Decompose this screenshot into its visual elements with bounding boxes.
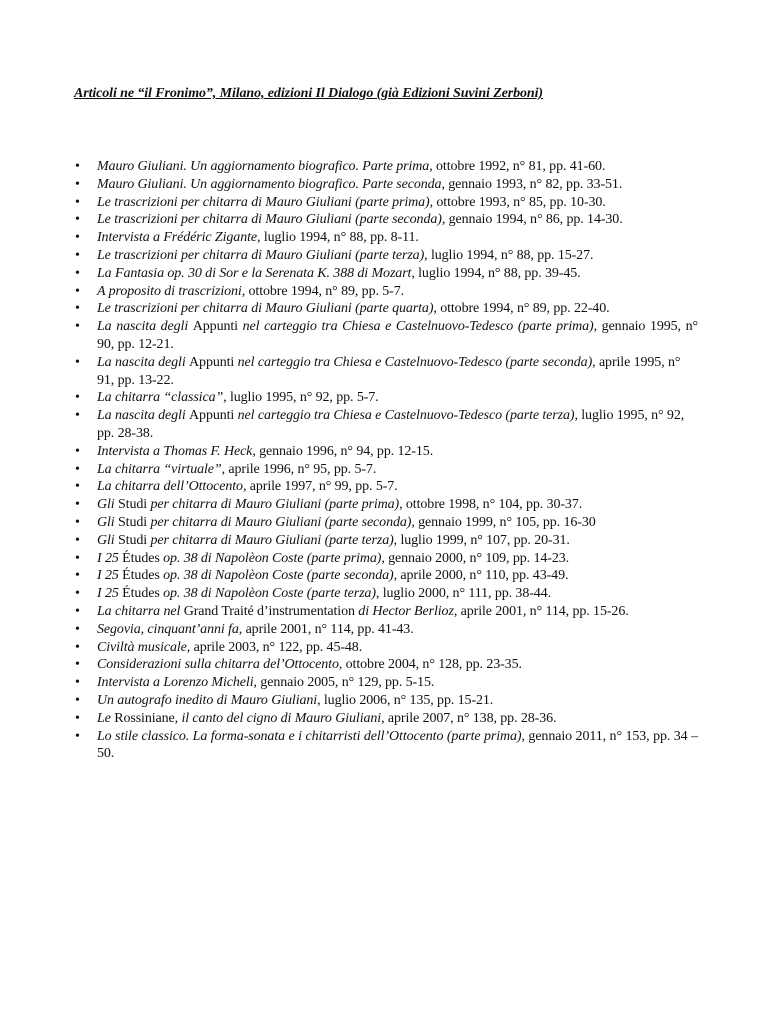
entry-title-text: Le trascrizioni per chitarra di Mauro Giuliani (parte quarta) bbox=[97, 301, 434, 317]
bullet-icon: • bbox=[75, 194, 80, 210]
entry-title-text: Gli bbox=[97, 532, 118, 548]
entry-text: , aprile 1995, n° 91, pp. 13-22. bbox=[97, 354, 681, 388]
entry-title-text: Gli bbox=[97, 514, 118, 530]
entry-title-text: Mauro Giuliani. Un aggiornamento biografico. Parte seconda bbox=[97, 176, 442, 192]
bullet-icon: • bbox=[75, 176, 80, 192]
entry-title-text: La Fantasia op. 30 di Sor e la Serenata K. 388 di Mozart bbox=[97, 265, 412, 281]
entry-text: , aprile 1996, n° 95, pp. 5-7. bbox=[221, 461, 377, 477]
bullet-icon: • bbox=[75, 159, 80, 174]
bibliography-entry bbox=[74, 603, 698, 621]
bibliography-entry bbox=[74, 318, 698, 354]
entry-title-text: Considerazioni sulla chitarra del’Ottocento bbox=[97, 657, 339, 673]
entry-text: , gennaio 1995, n° 90, pp. 12-21. bbox=[97, 319, 698, 352]
entry-title-text: Intervista a Thomas F. Heck bbox=[97, 443, 253, 459]
bibliography-entry bbox=[74, 461, 698, 479]
entry-text: Rossiniane bbox=[114, 710, 175, 726]
entry-title-text: La chitarra “classica” bbox=[97, 390, 224, 406]
entry-title-text: Lo stile classico. La forma-sonata e i chitarristi dell’Ottocento (parte prima) bbox=[97, 728, 522, 744]
entry-title-text: di Hector Berlioz bbox=[354, 603, 454, 619]
entry-text: , luglio 1995, n° 92, pp. 5-7. bbox=[223, 390, 379, 406]
bullet-icon: • bbox=[75, 497, 80, 513]
entry-title-text: I 25 bbox=[97, 586, 123, 602]
bibliography-entry bbox=[74, 621, 698, 639]
bullet-icon: • bbox=[75, 728, 80, 744]
entry-text: , luglio 1994, n° 88, pp. 15-27. bbox=[424, 247, 594, 263]
entry-text: , luglio 1994, n° 88, pp. 8-11. bbox=[257, 230, 419, 246]
entry-text: , gennaio 1993, n° 82, pp. 33-51. bbox=[441, 176, 623, 192]
bullet-icon: • bbox=[75, 550, 80, 566]
bibliography-entry bbox=[74, 710, 698, 728]
entry-text: , aprile 2000, n° 110, pp. 43-49. bbox=[393, 568, 569, 584]
entry-text: Études bbox=[122, 568, 160, 584]
entry-title-text: I 25 bbox=[97, 568, 123, 584]
entry-text: , luglio 1995, n° 92, pp. 28-38. bbox=[97, 408, 685, 441]
entry-title-text: I 25 bbox=[97, 550, 123, 566]
bibliography-entry bbox=[74, 656, 698, 674]
bullet-icon: • bbox=[75, 710, 80, 726]
bibliography-list bbox=[74, 158, 698, 763]
bullet-icon: • bbox=[75, 568, 80, 584]
entry-title-text: Gli bbox=[97, 497, 118, 513]
bibliography-entry bbox=[74, 514, 698, 532]
bullet-icon: • bbox=[75, 657, 80, 673]
bibliography-entry bbox=[74, 567, 698, 585]
entry-text: , aprile 2007, n° 138, pp. 28-36. bbox=[381, 710, 557, 726]
entry-title-text: per chitarra di Mauro Giuliani (parte prima) bbox=[147, 497, 400, 513]
bullet-icon: • bbox=[75, 354, 80, 370]
entry-title-text: Segovia, cinquant’anni fa bbox=[97, 621, 239, 637]
entry-title-text: La nascita degli bbox=[97, 408, 190, 424]
entry-title-text: op. 38 di Napolèon Coste (parte prima) bbox=[159, 550, 382, 566]
bullet-icon: • bbox=[75, 247, 80, 263]
bibliography-entry bbox=[74, 407, 698, 443]
section-heading: Articoli ne “il Fronimo”, Milano, edizioni Il Dialogo (già Edizioni Suvini Zerboni) bbox=[74, 86, 543, 101]
bullet-icon: • bbox=[75, 408, 80, 424]
bibliography-entry bbox=[74, 354, 698, 390]
entry-title-text: Intervista a Frédéric Zigante bbox=[97, 230, 258, 246]
entry-text: , aprile 2001, n° 114, pp. 15-26. bbox=[453, 603, 629, 619]
entry-title-text: Le trascrizioni per chitarra di Mauro Giuliani (parte seconda) bbox=[97, 212, 442, 228]
bullet-icon: • bbox=[75, 603, 80, 619]
bullet-icon: • bbox=[75, 621, 80, 637]
bullet-icon: • bbox=[75, 692, 80, 708]
bibliography-entry bbox=[74, 265, 698, 283]
entry-title-text: La nascita degli bbox=[97, 354, 190, 370]
entry-text: Studi bbox=[118, 532, 148, 548]
entry-text: Grand Traité d’instrumentation bbox=[183, 603, 355, 619]
bibliography-entry bbox=[74, 692, 698, 710]
entry-text: , luglio 2000, n° 111, pp. 38-44. bbox=[375, 586, 551, 602]
entry-text: , luglio 1994, n° 88, pp. 39-45. bbox=[411, 265, 581, 281]
entry-title-text: op. 38 di Napolèon Coste (parte seconda) bbox=[159, 568, 394, 584]
entry-text: Studi bbox=[118, 497, 148, 513]
entry-text: Studi bbox=[118, 514, 148, 530]
entry-text: , ottobre 1994, n° 89, pp. 5-7. bbox=[241, 283, 405, 299]
entry-text: Études bbox=[122, 550, 160, 566]
bibliography-entry bbox=[74, 532, 698, 550]
bullet-icon: • bbox=[75, 390, 80, 406]
entry-title-text: La chitarra nel bbox=[97, 603, 184, 619]
entry-title-text: nel carteggio tra Chiesa e Castelnuovo-Tedesco (parte terza) bbox=[234, 408, 575, 424]
bibliography-entry bbox=[74, 674, 698, 692]
bibliography-entry bbox=[74, 247, 698, 265]
bullet-icon: • bbox=[75, 479, 80, 495]
bibliography-entry bbox=[74, 211, 698, 229]
bullet-icon: • bbox=[75, 675, 80, 691]
bullet-icon: • bbox=[75, 301, 80, 317]
bibliography-entry bbox=[74, 283, 698, 301]
entry-title-text: nel carteggio tra Chiesa e Castelnuovo-Tedesco (parte seconda) bbox=[234, 354, 593, 370]
entry-text: , ottobre 1998, n° 104, pp. 30-37. bbox=[399, 497, 583, 513]
entry-title-text: Le trascrizioni per chitarra di Mauro Giuliani (parte prima) bbox=[97, 194, 430, 210]
bullet-icon: • bbox=[75, 443, 80, 459]
bibliography-entry bbox=[74, 478, 698, 496]
entry-title-text: Mauro Giuliani. Un aggiornamento biografico. Parte prima bbox=[97, 159, 430, 174]
entry-title-text: A proposito di trascrizioni bbox=[97, 283, 242, 299]
entry-title-text: Intervista a Lorenzo Micheli bbox=[97, 675, 254, 691]
bullet-icon: • bbox=[75, 212, 80, 228]
entry-title-text: per chitarra di Mauro Giuliani (parte seconda) bbox=[147, 514, 412, 530]
bibliography-entry bbox=[74, 300, 698, 318]
bullet-icon: • bbox=[75, 461, 80, 477]
entry-title-text: Civiltà musicale bbox=[97, 639, 187, 655]
bullet-icon: • bbox=[75, 319, 80, 335]
bibliography-entry bbox=[74, 496, 698, 514]
entry-title-text: per chitarra di Mauro Giuliani (parte terza) bbox=[147, 532, 394, 548]
entry-text: , gennaio 2000, n° 109, pp. 14-23. bbox=[381, 550, 570, 566]
entry-title-text: nel carteggio tra Chiesa e Castelnuovo-Tedesco (parte prima) bbox=[237, 319, 594, 335]
entry-title-text: Le trascrizioni per chitarra di Mauro Giuliani (parte terza) bbox=[97, 247, 425, 263]
entry-text: , gennaio 1996, n° 94, pp. 12-15. bbox=[252, 443, 434, 459]
bibliography-entry bbox=[74, 728, 698, 764]
entry-text: , ottobre 1994, n° 89, pp. 22-40. bbox=[433, 301, 610, 317]
entry-text: , luglio 1999, n° 107, pp. 20-31. bbox=[393, 532, 570, 548]
entry-title-text: op. 38 di Napolèon Coste (parte terza) bbox=[159, 586, 376, 602]
entry-text: Appunti bbox=[189, 354, 235, 370]
bibliography-entry bbox=[74, 585, 698, 603]
entry-title-text: Un autografo inedito di Mauro Giuliani bbox=[97, 692, 318, 708]
bibliography-entry bbox=[74, 194, 698, 212]
entry-text: , ottobre 2004, n° 128, pp. 23-35. bbox=[338, 657, 522, 673]
entry-text: , aprile 2003, n° 122, pp. 45-48. bbox=[186, 639, 363, 655]
entry-text: Appunti bbox=[189, 408, 235, 424]
entry-text: , gennaio 2005, n° 129, pp. 5-15. bbox=[253, 675, 435, 691]
entry-text: Appunti bbox=[192, 319, 238, 335]
bullet-icon: • bbox=[75, 586, 80, 602]
entry-text: , gennaio 1994, n° 86, pp. 14-30. bbox=[441, 212, 623, 228]
entry-title-text: Le bbox=[97, 710, 115, 726]
bullet-icon: • bbox=[75, 283, 80, 299]
bullet-icon: • bbox=[75, 230, 80, 246]
entry-text: Études bbox=[122, 586, 160, 602]
bibliography-entry bbox=[74, 389, 698, 407]
entry-title-text: La nascita degli bbox=[97, 319, 193, 335]
bibliography-entry bbox=[74, 229, 698, 247]
bullet-icon: • bbox=[75, 639, 80, 655]
bibliography-entry bbox=[74, 158, 698, 176]
entry-text: , luglio 2006, n° 135, pp. 15-21. bbox=[317, 692, 494, 708]
entry-title-text: La chitarra dell’Ottocento bbox=[97, 479, 243, 495]
entry-text: , aprile 2001, n° 114, pp. 41-43. bbox=[238, 621, 414, 637]
bullet-icon: • bbox=[75, 514, 80, 530]
entry-title-text: , il canto del cigno di Mauro Giuliani bbox=[174, 710, 382, 726]
entry-text: , ottobre 1993, n° 85, pp. 10-30. bbox=[429, 194, 606, 210]
bibliography-entry bbox=[74, 550, 698, 568]
bullet-icon: • bbox=[75, 265, 80, 281]
bibliography-entry bbox=[74, 176, 698, 194]
entry-text: , ottobre 1992, n° 81, pp. 41-60. bbox=[429, 159, 606, 174]
entry-title-text: La chitarra “virtuale” bbox=[97, 461, 222, 477]
entry-text: , aprile 1997, n° 99, pp. 5-7. bbox=[242, 479, 398, 495]
entry-text: , gennaio 1999, n° 105, pp. 16-30 bbox=[411, 514, 596, 530]
bibliography-entry bbox=[74, 443, 698, 461]
entry-text: , gennaio 2011, n° 153, pp. 34 – 50. bbox=[97, 728, 698, 762]
bibliography-entry bbox=[74, 639, 698, 657]
bullet-icon: • bbox=[75, 532, 80, 548]
